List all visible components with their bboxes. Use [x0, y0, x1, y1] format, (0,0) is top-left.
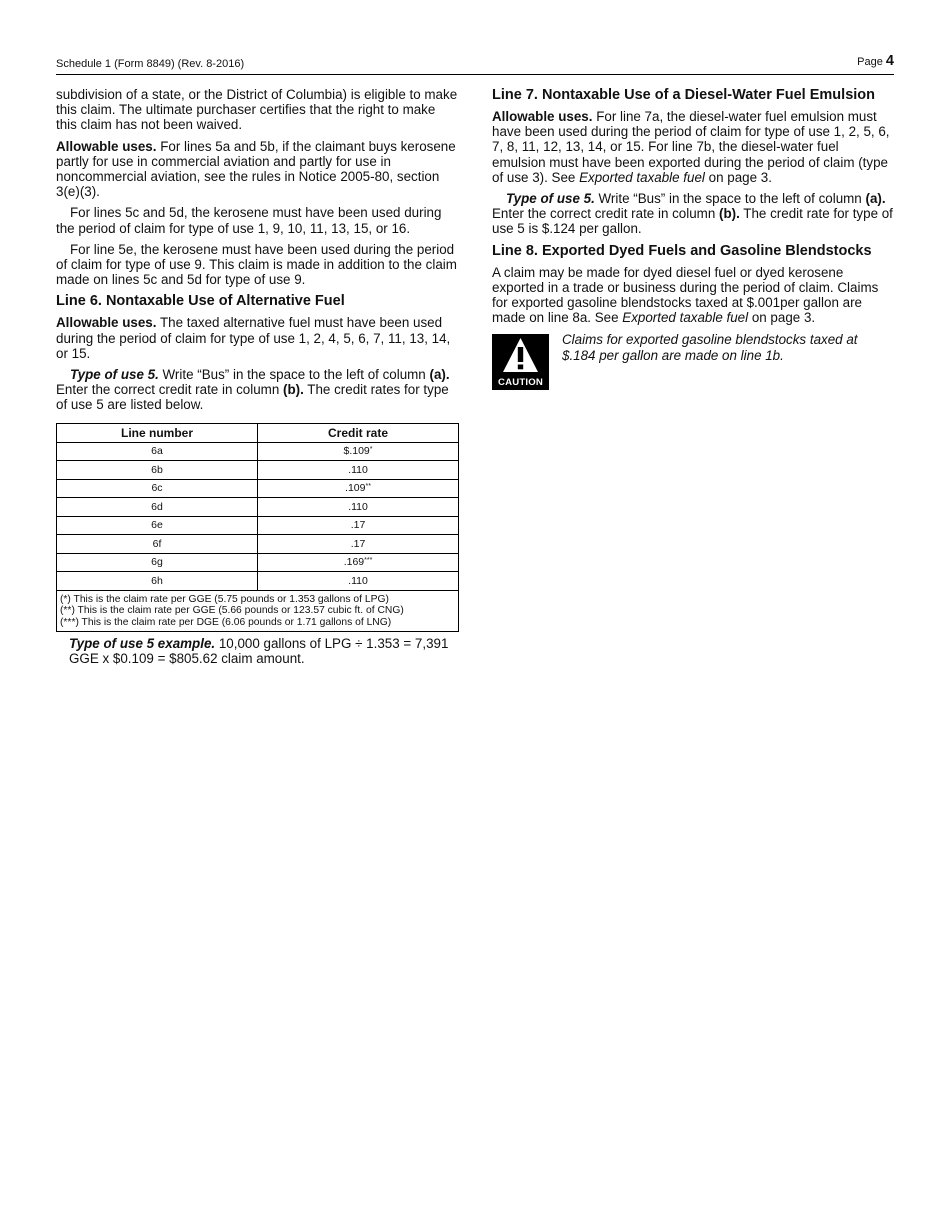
cross-reference: Exported taxable fuel — [622, 310, 749, 326]
form-identifier: Schedule 1 (Form 8849) (Rev. 8-2016) — [56, 58, 245, 70]
footnote-mark: *** — [364, 557, 373, 565]
heading-line-8: Line 8. Exported Dyed Fuels and Gasoline Blendstocks — [492, 242, 872, 259]
paragraph-text: The credit rate for type of use 5 is $.124 per gallon. — [492, 206, 893, 237]
credit-rate-cell — [258, 572, 459, 591]
table-header-row — [57, 423, 459, 442]
paragraph-allowable-uses-7 — [492, 109, 894, 185]
table-row — [57, 461, 459, 480]
paragraph-text: The credit rates for type of use 5 are listed below. — [56, 382, 449, 413]
warning-triangle-icon — [501, 336, 540, 374]
caution-label: CAUTION — [497, 377, 544, 389]
left-column — [56, 87, 459, 672]
table-row — [57, 498, 459, 517]
credit-rate-cell — [258, 516, 459, 535]
credit-rate-cell — [258, 479, 459, 498]
paragraph-text: For line 7a, the diesel-water fuel emulsion must have been used during the period of claim for type of use 1, 2, 5, 6, 7, 8, 11, 12, 13, 14, or 15. For line 7b, the diesel-water fuel emulsion must have been exported during the period of claim (type of use 3). See — [492, 109, 890, 185]
cross-reference: Exported taxable fuel — [579, 169, 705, 185]
credit-rate-table — [56, 423, 459, 632]
line-number-cell: 6a — [57, 442, 258, 461]
bold-lead: Allowable uses. — [492, 109, 593, 124]
caution-note — [492, 332, 894, 402]
rate-value: .17 — [350, 537, 366, 550]
paragraph-allowable-uses-6 — [56, 315, 459, 361]
paragraph-text: Enter the correct credit rate in column — [492, 206, 719, 222]
page-label: Page — [857, 56, 883, 68]
rate-value: .110 — [348, 500, 368, 513]
table-row — [57, 442, 459, 461]
rate-value: .169 — [343, 556, 365, 569]
right-column — [492, 87, 894, 402]
column-header-credit-rate: Credit rate — [258, 423, 459, 442]
paragraph-text: Enter the correct credit rate in column — [56, 367, 458, 398]
page-number: 4 — [885, 53, 894, 69]
paragraph-allowable-uses-5 — [56, 139, 459, 200]
paragraph-text: on page 3. — [704, 169, 772, 185]
table-row — [57, 572, 459, 591]
credit-rate-cell — [258, 553, 459, 572]
bold-italic-lead: Type of use 5. — [506, 191, 595, 207]
credit-rate-cell — [258, 461, 459, 480]
paragraph-text: For lines 5a and 5b, if the claimant buys kerosene partly for use in commercial aviation and partly for use in noncommercial aviation, see the rules in Notice 2005-80, section 3(e)(3). — [56, 138, 456, 200]
table-row — [57, 479, 459, 498]
line-number-cell: 6c — [57, 479, 258, 498]
line-number-cell: 6b — [57, 461, 258, 480]
line-number-cell: 6h — [57, 572, 258, 591]
bold-italic-lead: Type of use 5. — [70, 367, 159, 383]
paragraph-text: Write “Bus” in the space to the left of column — [158, 367, 430, 383]
rate-value: .110 — [348, 574, 368, 587]
paragraph-text: A claim may be made for dyed diesel fuel or dyed kerosene exported in a trade or business during the period of claim. Claims for exported gasoline blendstocks taxed at $.001per gallon are made on line 8a. See — [492, 264, 879, 326]
footnote-mark: * — [369, 446, 373, 454]
line-number-cell: 6e — [57, 516, 258, 535]
credit-rate-cell — [258, 535, 459, 554]
rate-value: .110 — [348, 463, 368, 476]
column-header-line-number: Line number — [57, 423, 258, 442]
table-row — [57, 535, 459, 554]
column-b-ref: (b). — [719, 206, 740, 222]
paragraph-type-of-use-5 — [56, 367, 459, 413]
column-a-ref: (a). — [865, 191, 886, 207]
rate-value: .17 — [350, 519, 366, 532]
footnote: (***) This is the claim rate per DGE (6.06 pounds or 1.71 gallons of LNG) — [60, 617, 392, 629]
paragraph-text: Write “Bus” in the space to the left of column — [594, 191, 866, 207]
rate-value: $.109 — [343, 445, 370, 458]
table-notes-row — [57, 590, 459, 631]
paragraph-type-of-use-5-line-7 — [492, 191, 894, 237]
paragraph-exported-dyed-fuels — [492, 265, 894, 326]
paragraph-line-5e: For line 5e, the kerosene must have been used during the period of claim for type of use 9. This claim is made in addition to the claim made on lines 5c and 5d for type of use 9. — [56, 241, 457, 288]
footnote: (*) This is the claim rate per GGE (5.75 pounds or 1.353 gallons of LPG) — [60, 593, 389, 605]
rate-value: .109 — [345, 482, 366, 495]
table-row — [57, 553, 459, 572]
paragraph-lines-5c-5d: For lines 5c and 5d, the kerosene must have been used during the period of claim for type of use 1, 9, 10, 11, 13, 15, or 16. — [56, 205, 442, 236]
page-header — [56, 52, 894, 75]
heading-line-6: Line 6. Nontaxable Use of Alternative Fuel — [56, 293, 345, 310]
paragraph-eligibility: subdivision of a state, or the District of Columbia) is eligible to make this claim. The ultimate purchaser certifies that the right to make this claim has not been waived. — [56, 87, 458, 133]
bold-lead: Allowable uses. — [56, 138, 157, 154]
credit-rate-cell — [258, 498, 459, 517]
line-number-cell: 6d — [57, 498, 258, 517]
bold-lead: Allowable uses. — [56, 315, 157, 331]
caution-text: Claims for exported gasoline blendstocks taxed at $.184 per gallon are made on line 1b. — [562, 332, 858, 363]
heading-line-7: Line 7. Nontaxable Use of a Diesel-Water Fuel Emulsion — [492, 87, 875, 103]
line-number-cell: 6g — [57, 553, 258, 572]
caution-icon — [492, 334, 549, 390]
paragraph-text: on page 3. — [748, 310, 816, 326]
line-number-cell: 6f — [57, 535, 258, 554]
page-number-label — [857, 54, 894, 70]
footnote-mark: ** — [365, 483, 371, 491]
paragraph-text: The taxed alternative fuel must have been used during the period of claim for type of use 1, 2, 4, 5, 6, 7, 11, 13, 14, or 15. — [56, 315, 451, 361]
table-row — [57, 516, 459, 535]
table-footnotes — [57, 590, 459, 631]
paragraph-text: 10,000 gallons of LPG ÷ 1.353 = 7,391 GGE x $0.109 = $805.62 claim amount. — [69, 636, 449, 667]
bold-italic-lead: Type of use 5 example. — [69, 636, 216, 652]
footnote: (**) This is the claim rate per GGE (5.66 pounds or 123.57 cubic ft. of CNG) — [60, 605, 404, 617]
credit-rate-cell — [258, 442, 459, 461]
column-a-ref: (a). — [429, 367, 450, 383]
paragraph-type-of-use-5-example — [56, 636, 459, 666]
column-b-ref: (b). — [283, 382, 304, 398]
